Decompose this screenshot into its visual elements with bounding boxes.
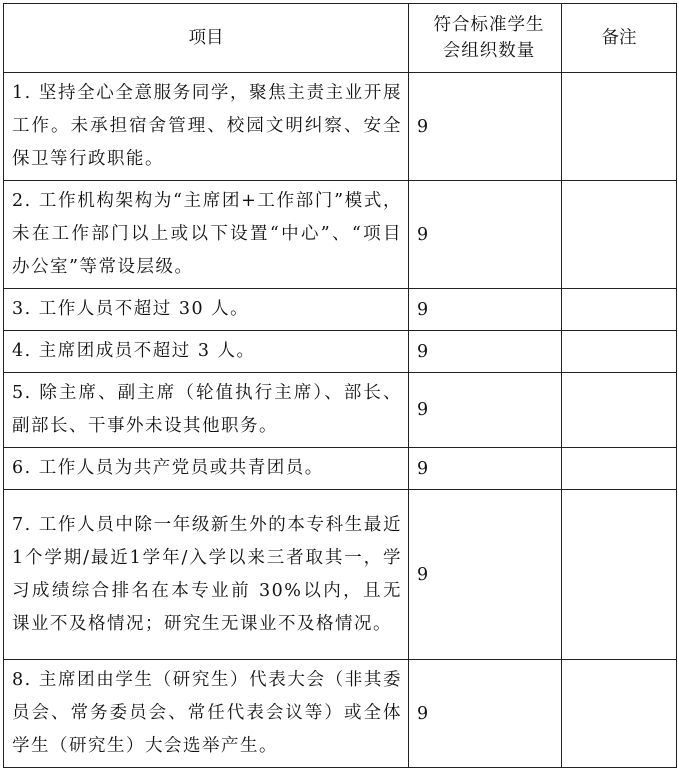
row-item: 1. 坚持全心全意服务同学，聚焦主责主业开展工作。未承担宿舍管理、校园文明纠察、安全保卫等行政职能。 (4, 73, 409, 181)
table-row (4, 73, 677, 181)
table-row (4, 181, 677, 289)
row-count: 9 (409, 181, 562, 289)
row-count: 9 (409, 373, 562, 448)
header-note: 备注 (562, 4, 677, 73)
row-item: 5. 除主席、副主席（轮值执行主席）、部长、副部长、干事外未设其他职务。 (4, 373, 409, 448)
row-item: 7. 工作人员中除一年级新生外的本专科生最近1个学期/最近1学年/入学以来三者取其一，学习成绩综合排名在本专业前 30%以内，且无课业不及格情况；研究生无课业不及格情况。 (4, 490, 409, 660)
row-item: 8. 主席团由学生（研究生）代表大会（非其委员会、常务委员会、常任代表会议等）或全体学生（研究生）大会选举产生。 (4, 660, 409, 768)
row-count: 9 (409, 73, 562, 181)
row-count: 9 (409, 490, 562, 660)
row-note (562, 448, 677, 490)
row-item: 3. 工作人员不超过 30 人。 (4, 289, 409, 331)
criteria-table (3, 3, 677, 768)
row-note (562, 490, 677, 660)
row-note (562, 373, 677, 448)
header-count: 符合标准学生会组织数量 (409, 4, 562, 73)
row-note (562, 181, 677, 289)
table-header-row (4, 4, 677, 73)
row-note (562, 331, 677, 373)
row-item: 6. 工作人员为共产党员或共青团员。 (4, 448, 409, 490)
row-note (562, 289, 677, 331)
row-note (562, 73, 677, 181)
table-row (4, 331, 677, 373)
row-count: 9 (409, 331, 562, 373)
table-row (4, 490, 677, 660)
row-count: 9 (409, 448, 562, 490)
row-count: 9 (409, 660, 562, 768)
row-note (562, 660, 677, 768)
table-row (4, 448, 677, 490)
table-row (4, 373, 677, 448)
row-count: 9 (409, 289, 562, 331)
table-row (4, 289, 677, 331)
table-row (4, 660, 677, 768)
header-item: 项目 (4, 4, 409, 73)
row-item: 2. 工作机构架构为“主席团+工作部门”模式，未在工作部门以上或以下设置“中心”、“项目办公室”等常设层级。 (4, 181, 409, 289)
row-item: 4. 主席团成员不超过 3 人。 (4, 331, 409, 373)
